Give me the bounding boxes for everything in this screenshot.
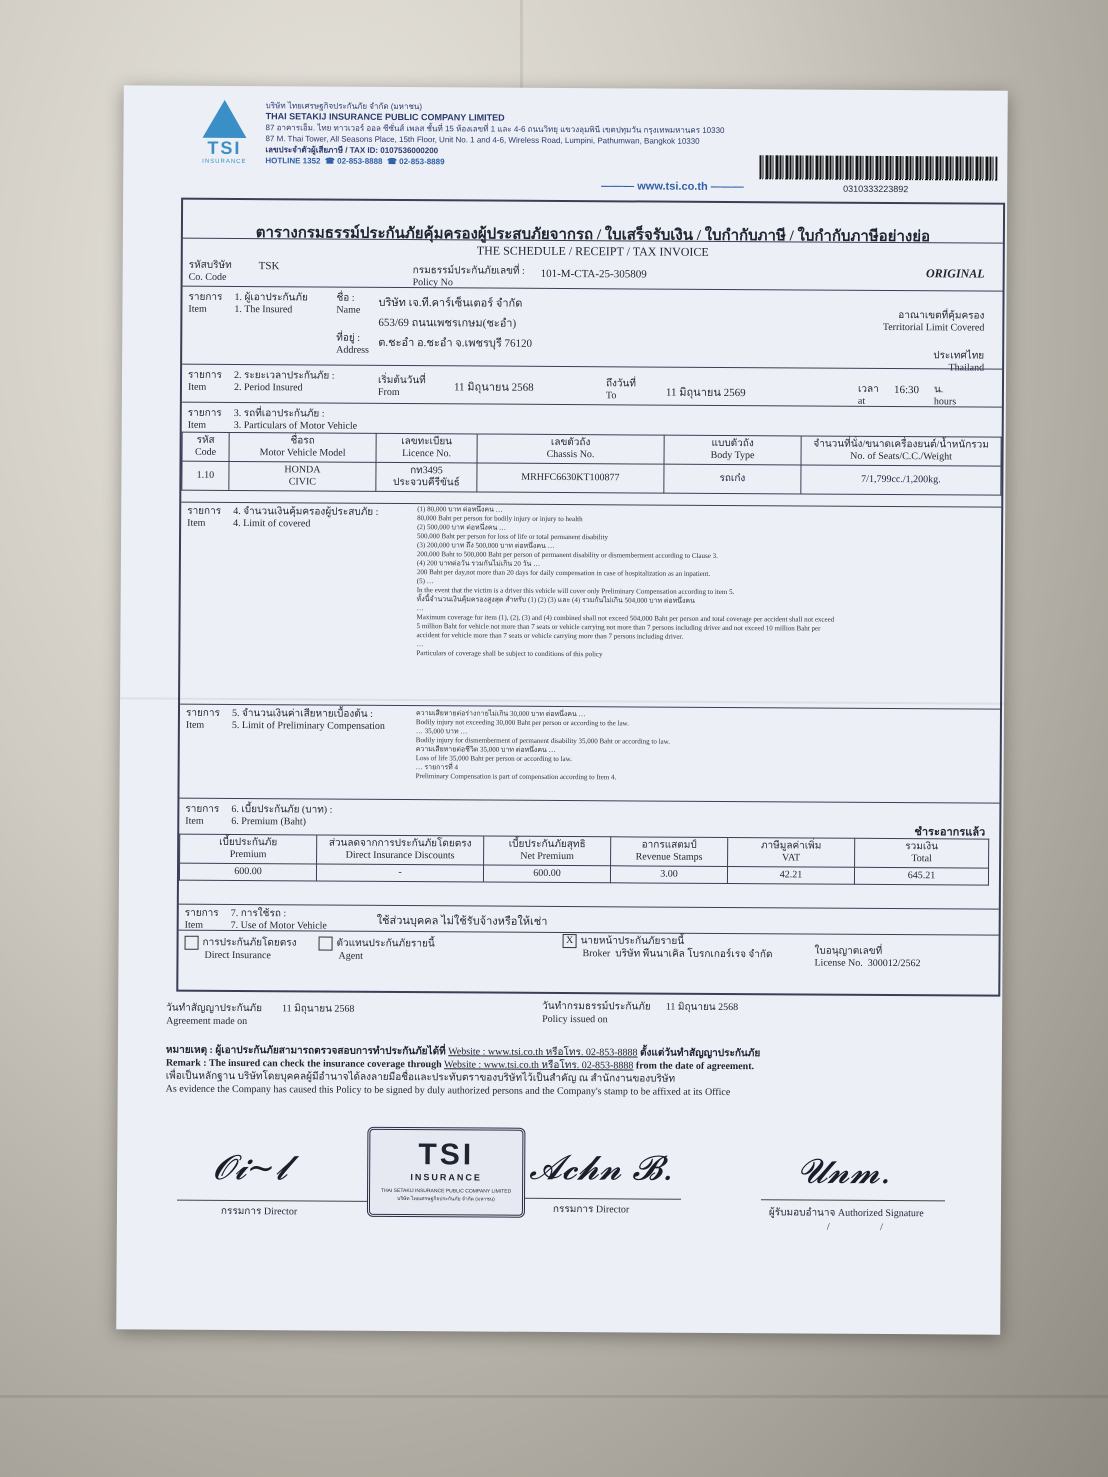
at-label-en: at <box>857 395 866 407</box>
direct-checkbox <box>185 936 199 950</box>
evidence-en: As evidence the Company has caused this Policy to be signed by duly authorized persons and the Company's stamp to be affixed at its Office <box>165 1083 731 1099</box>
direct-insurance <box>184 936 296 963</box>
doc-title-en: THE SCHEDULE / RECEIPT / TAX INVOICE <box>476 243 709 259</box>
use-title <box>231 908 327 933</box>
coverage-line: 200 Baht per day,not more than 20 days for daily compensation in case of hospitalization as an inpatient. <box>416 568 711 578</box>
broker-name: บริษัท พีนนาเคิล โบรกเกอร์เรจ จำกัด <box>615 948 773 961</box>
vehicle-model: HONDA CIVIC <box>229 461 376 491</box>
header-discount: ส่วนลดจากการประกันภัยโดยตรง Direct Insurance Discounts <box>317 835 484 865</box>
coverage-line: (5) … <box>416 577 434 586</box>
director-signature-1: 𝓞𝓲~𝓵 <box>213 1147 289 1189</box>
item-label-th: รายการ <box>187 407 222 419</box>
prelim-compensation-details <box>416 709 976 784</box>
coverage-line: 200,000 Baht to 500,000 Baht per person of permanent disability or dismemberment according to Clause 3. <box>416 550 718 560</box>
item-label-en: Item <box>185 815 204 827</box>
direct-label-th: การประกันภัยโดยตรง <box>202 937 297 949</box>
stamp-tsi: TSI <box>418 1138 475 1172</box>
evidence-th: เพื่อเป็นหลักฐาน บริษัทโดยบุคคลผู้มีอำนาจได้ลงลายมือชื่อและประทับตราของบริษัทไว้เป็นสำคัญ ณ สำนักงานของบริษัท <box>165 1070 676 1085</box>
item-label <box>187 506 221 530</box>
remark-en: Remark : The insured can check the insurance coverage through <box>165 1057 442 1071</box>
item-label-en: Item <box>187 419 207 431</box>
direct-label-en: Direct Insurance <box>204 949 271 962</box>
insurance-policy-document <box>116 85 1008 1334</box>
premium-title-en: 6. Premium (Baht) <box>231 815 307 828</box>
item-label-en: Item <box>184 919 204 931</box>
phone-2: 02-853-8889 <box>399 156 445 167</box>
insured-title <box>234 292 307 316</box>
barcode <box>759 155 997 180</box>
limit-title-th: 4. จำนวนเงินคุ้มครองผู้ประสบภัย : <box>233 505 379 518</box>
coverage-line: accident for vehicle more than 7 seats or vehicle carrying more than 7 persons including driver. <box>416 631 684 641</box>
net-premium-value: 600.00 <box>483 865 610 883</box>
item-label-en: Item <box>187 381 207 393</box>
broker-checkbox: X <box>563 934 577 948</box>
divider <box>182 364 1002 370</box>
header-vat: ภาษีมูลค่าเพิ่ม VAT <box>728 838 855 868</box>
company-stamp <box>367 1127 526 1218</box>
period-time: 16:30 <box>893 384 920 397</box>
stamp-insurance: INSURANCE <box>410 1172 482 1183</box>
seat-seam-top <box>520 0 523 88</box>
header-revenue-stamps: อากรแสตมป์ Revenue Stamps <box>611 837 728 867</box>
country-th: ประเทศไทย <box>933 350 985 362</box>
prelim-line: Preliminary Compensation is part of compensation according to Item 4. <box>415 772 617 782</box>
agent <box>318 937 434 964</box>
original-label: ORIGINAL <box>925 266 985 281</box>
limit-title-en: 4. Limit of covered <box>233 517 311 530</box>
item-label-en: Item <box>187 517 206 529</box>
license <box>814 946 920 971</box>
triangle-icon <box>202 100 246 138</box>
address-label <box>336 333 369 357</box>
license-number: 300012/2562 <box>867 957 921 970</box>
premium-title-th: 6. เบี้ยประกันภัย (บาท) : <box>231 803 333 816</box>
stamp-paid-label: ชำระอากรแล้ว <box>914 826 986 839</box>
item-label <box>185 908 219 932</box>
coverage-line: ทั้งนี้จำนวนเงินคุ้มครองสูงสุด สำหรับ (1) (2) (3) และ (4) รวมกันไม่เกิน 504,000 บาท ต่อหนึ่งคน <box>416 595 695 605</box>
prelim-line: … 35,000 บาท … <box>415 727 468 736</box>
premium-value: 600.00 <box>179 863 316 881</box>
logo-subtext: INSURANCE <box>202 158 247 166</box>
agent-label-th: ตัวแทนประกันภัยรายนี้ <box>336 937 435 950</box>
vehicle-use: ใช้ส่วนบุคคล ไม่ใช้รับจ้างหรือให้เช่า <box>376 914 548 928</box>
from-label-en: From <box>377 386 400 399</box>
premium-row <box>179 863 988 885</box>
broker <box>562 934 772 961</box>
stamp-line-th: บริษัท ไทยเศรษฐกิจประกันภัย จำกัด (มหาชน) <box>397 1196 495 1203</box>
signature-line <box>177 1200 367 1202</box>
coverage-line: … <box>416 640 424 649</box>
premium-title <box>231 804 332 829</box>
coverage-line: … <box>416 604 424 613</box>
hours-label-th: น. <box>933 384 944 396</box>
signature-line <box>761 1199 945 1201</box>
limit-title <box>233 506 378 531</box>
remark-link-th: Website : www.tsi.co.th หรือโทร. 02-853-8888 <box>448 1046 638 1059</box>
divider <box>183 286 1003 292</box>
hotline-row <box>265 155 785 169</box>
director-signature-2: 𝓐𝓬𝓱𝓷 𝓑. <box>529 1147 674 1189</box>
from-label <box>378 375 426 399</box>
prelim-title-th: 5. จำนวนเงินค่าเสียหายเบื้องต้น : <box>231 707 373 720</box>
license-label-th: ใบอนุญาตเลขที่ <box>814 945 883 957</box>
item-label-th: รายการ <box>188 291 223 303</box>
agreement-date <box>166 1002 354 1029</box>
insured-name: บริษัท เจ.ที.คาร์เซ็นเตอร์ จำกัด <box>378 296 523 310</box>
item-label-th: รายการ <box>188 369 222 381</box>
vehicle-title <box>234 408 358 433</box>
coverage-line: (4) 200 บาทต่อวัน รวมกันไม่เกิน 20 วัน … <box>416 559 541 568</box>
territory-value <box>933 350 984 374</box>
revenue-stamps-value: 3.00 <box>610 866 727 884</box>
total-value: 645.21 <box>854 867 988 885</box>
coverage-details <box>416 505 983 661</box>
coverage-line: (1) 80,000 บาท ต่อหนึ่งคน … <box>417 505 503 514</box>
coverage-line: In the event that the victim is a driver this vehicle will cover only Preliminary Compensation according to item 5. <box>416 586 735 597</box>
website: ——— www.tsi.co.th ——— <box>601 180 744 194</box>
stamp-line-en: THAI SETAKIJ INSURANCE PUBLIC COMPANY LIMITED <box>380 1187 512 1195</box>
remark-link-en: Website : www.tsi.co.th หรือโทร. 02-853-8888 <box>443 1059 634 1072</box>
name-label-en: Name <box>336 304 361 316</box>
item-label <box>188 408 222 432</box>
item-label-th: รายการ <box>185 707 220 719</box>
director-label-1: กรรมการ Director <box>220 1205 298 1218</box>
period-from-date: 11 มิถุนายน 2568 <box>453 381 534 394</box>
signature-line <box>525 1198 681 1200</box>
vehicle-licence: กท3495 ประจวบคีรีขันธ์ <box>376 462 477 492</box>
vehicle-row <box>182 461 1001 495</box>
prelim-title <box>232 708 385 733</box>
vehicle-body-type: รถเก๋ง <box>664 464 801 494</box>
vehicle-title-en: 3. Particulars of Motor Vehicle <box>233 419 358 432</box>
agent-checkbox <box>319 937 333 951</box>
address-label-en: Address <box>336 344 370 356</box>
territory-label <box>883 310 985 335</box>
coverage-line: Particulars of coverage shall be subject to conditions of this policy <box>416 649 603 659</box>
coverage-line: 500,000 Baht per person for loss of life or total permanent disability <box>417 532 608 542</box>
period-title <box>234 370 335 395</box>
co-code: TSK <box>258 260 280 273</box>
item-label <box>186 708 220 732</box>
vat-value: 42.21 <box>727 867 854 885</box>
to-label-th: ถึงวันที่ <box>605 378 637 390</box>
divider <box>179 798 999 804</box>
period-title-en: 2. Period Insured <box>233 381 303 394</box>
director-label-2: กรรมการ Director <box>552 1203 630 1216</box>
item-label <box>185 804 219 828</box>
address-label-th: ที่อยู่ : <box>336 332 361 344</box>
country-en: Thailand <box>948 362 985 374</box>
coverage-line: 5 million Baht for vehicle not more than 7 seats or vehicle carrying not more than 7 persons including driver and not exceed 10 million Baht per <box>416 622 821 633</box>
item-label-en: Item <box>188 303 207 315</box>
issued-label-en: Policy issued on <box>542 1013 608 1026</box>
to-label <box>606 378 636 402</box>
prelim-line: Bodily injury for dismemberment of permanent disability 35,000 Baht or according to law. <box>415 736 671 746</box>
territory-label-th: อาณาเขตที่คุ้มครอง <box>898 310 985 322</box>
authorized-signature: 𝓤𝓷𝓶. <box>797 1151 891 1193</box>
prelim-line: Bodily injury not exceeding 30,000 Baht per person or according to the law. <box>415 718 629 728</box>
company-info <box>265 100 785 169</box>
coverage-line: 80,000 Baht per person for bodily injury or injury to health <box>417 514 583 524</box>
insured-title-en: 1. The Insured <box>234 303 293 316</box>
agree-date: 11 มิถุนายน 2568 <box>281 1003 355 1015</box>
vehicle-code: 1.10 <box>182 461 229 490</box>
policy-no-label <box>413 265 525 290</box>
issued-label-th: วันทำกรมธรรม์ประกันภัย <box>542 1000 651 1013</box>
issued-date <box>542 1000 738 1027</box>
territory-label-en: Territorial Limit Covered <box>882 321 985 334</box>
remark-th-end: ตั้งแต่วันทำสัญญาประกันภัย <box>640 1047 761 1060</box>
website-text: www.tsi.co.th <box>637 180 708 193</box>
fax-icon: ☎ <box>386 156 397 166</box>
policy-no-label-en: Policy No <box>412 277 453 289</box>
header-premium: เบี้ยประกันภัย Premium <box>180 834 317 864</box>
agent-label-en: Agent <box>338 950 363 962</box>
broker-label-th: นายหน้าประกันภัยรายนี้ <box>580 935 685 948</box>
prelim-line: ความเสียหายต่อชีวิต 35,000 บาท ต่อหนึ่งคน … <box>415 745 556 754</box>
use-title-th: 7. การใช้รถ : <box>230 907 287 920</box>
authorized-label: ผู้รับมอบอำนาจ Authorized Signature <box>768 1207 924 1220</box>
company-name-en: THAI SETAKIJ INSURANCE PUBLIC COMPANY LIMITED <box>265 111 505 123</box>
header-code: รหัส Code <box>182 432 229 461</box>
header-model: ชื่อรถ Motor Vehicle Model <box>229 432 376 462</box>
seat-seam <box>0 1395 1108 1398</box>
remark-en-end: from the date of agreement. <box>635 1060 755 1073</box>
header-chassis: เลขตัวถัง Chassis No. <box>477 434 664 464</box>
hours-label <box>934 384 956 408</box>
item-label-en: Item <box>185 719 205 731</box>
prelim-line: ความเสียหายต่อร่างกายไม่เกิน 30,000 บาท ต่อหนึ่งคน … <box>415 709 586 719</box>
policy-no-label-th: กรมธรรม์ประกันภัยเลขที่ : <box>412 265 525 277</box>
co-code-label-th: รหัสบริษัท <box>188 259 232 271</box>
issued-date-value: 11 มิถุนายน 2568 <box>665 1001 739 1014</box>
vehicle-title-th: 3. รถที่เอาประกันภัย : <box>233 407 325 420</box>
coverage-line: (3) 200,000 บาท ถึง 500,000 บาท ต่อหนึ่งคน … <box>416 541 555 550</box>
header-licence: เลขทะเบียน Licence No. <box>376 433 477 463</box>
remark-th: หมายเหตุ : ผู้เอาประกันภัยสามารถตรวจสอบการทำประกันภัยได้ที่ <box>165 1044 446 1058</box>
remarks <box>166 1044 966 1101</box>
insured-address-2: ต.ชะอำ อ.ชะอำ จ.เพชรบุรี 76120 <box>378 336 533 350</box>
company-name-th: บริษัท ไทยเศรษฐกิจประกันภัย จำกัด (มหาชน) <box>265 101 423 112</box>
use-title-en: 7. Use of Motor Vehicle <box>230 919 327 932</box>
address-th: 87 อาคารเอ็ม. ไทย ทาวเวอร์ ออล ซีซั่นส์ เพลส ชั้นที่ 15 ห้องเลขที่ 1 และ 4-6 ถนนวิทยุ แขวงลุมพินี เขตปทุมวัน กรุงเทพมหานคร 10330 <box>265 123 725 135</box>
address-en: 87 M. Thai Tower, All Seasons Place, 15th Floor, Unit No. 1 and 4-6, Wireless Road, Lumpini, Pathumwan, Bangkok 10330 <box>265 134 700 146</box>
item-label-th: รายการ <box>187 505 222 517</box>
item-label <box>188 370 222 394</box>
at-label <box>858 384 879 408</box>
prelim-line: … รายการที่ 4 <box>415 763 459 772</box>
discount-value: - <box>316 864 483 882</box>
prelim-line: Loss of life 35,000 Baht per person or according to law. <box>415 754 572 764</box>
license-label-en: License No. <box>814 957 863 969</box>
barcode-number: 0310333223892 <box>843 183 909 195</box>
hotline: HOTLINE 1352 <box>265 156 321 166</box>
header-total: รวมเงิน Total <box>855 838 989 868</box>
header-body-type: แบบตัวถัง Body Type <box>664 435 801 465</box>
premium-table <box>179 834 989 886</box>
agree-label-th: วันทำสัญญาประกันภัย <box>166 1002 263 1015</box>
hours-label-en: hours <box>933 396 957 408</box>
vehicle-chassis: MRHFC6630KT100877 <box>477 463 664 493</box>
name-label-th: ชื่อ : <box>336 292 355 304</box>
item-label-th: รายการ <box>185 803 220 815</box>
divider <box>182 402 1002 408</box>
name-label <box>336 293 360 317</box>
phone-1: 02-853-8888 <box>337 156 383 166</box>
to-label-en: To <box>605 390 617 402</box>
vehicle-seats-cc-weight: 7/1,799cc./1,200kg. <box>801 465 1001 495</box>
coverage-line: Maximum coverage for item (1), (2), (3) and (4) combined shall not exceed 504,000 Baht per person and total coverage per accident shall not exceed <box>416 613 835 624</box>
item-label-th: รายการ <box>184 907 219 919</box>
co-code-label <box>189 260 232 284</box>
tax-id: เลขประจำตัวผู้เสียภาษี / TAX ID: 0107536000200 <box>265 145 439 156</box>
vehicle-table <box>181 432 1001 496</box>
period-title-th: 2. ระยะเวลาประกันภัย : <box>234 369 335 382</box>
item-label <box>188 292 222 316</box>
header-net-premium: เบี้ยประกันภัยสุทธิ Net Premium <box>484 836 611 866</box>
policy-number: 101-M-CTA-25-305809 <box>540 267 647 281</box>
doc-title-th: ตารางกรมธรรม์ประกันภัยคุ้มครองผู้ประสบภัยจากรถ / ใบเสร็จรับเงิน / ใบกำกับภาษี / ใบกำกับภาษีอย่างย่อ <box>255 225 931 246</box>
at-label-th: เวลา <box>857 383 879 395</box>
tsi-logo <box>195 100 253 172</box>
coverage-line: (2) 500,000 บาท ต่อหนึ่งคน … <box>417 523 507 532</box>
period-to-date: 11 มิถุนายน 2569 <box>665 386 746 400</box>
prelim-title-en: 5. Limit of Preliminary Compensation <box>231 719 385 732</box>
logo-text: TSI <box>207 137 242 159</box>
broker-label-en: Broker <box>582 948 611 960</box>
from-label-th: เริ่มต้นวันที่ <box>377 374 426 387</box>
agree-label-en: Agreement made on <box>166 1015 248 1028</box>
date-slashes: / / <box>826 1221 907 1234</box>
phone-icon: ☎ <box>324 156 335 166</box>
insured-address-1: 653/69 ถนนเพชรเกษม(ชะอำ) <box>378 316 517 330</box>
header-seats: จำนวนที่นั่ง/ขนาดเครื่องยนต์/น้ำหนักรวม No. of Seats/C.C./Weight <box>801 436 1001 466</box>
schedule-frame <box>176 198 1005 997</box>
co-code-label-en: Co. Code <box>188 271 227 283</box>
insured-title-th: 1. ผู้เอาประกันภัย <box>234 291 308 304</box>
